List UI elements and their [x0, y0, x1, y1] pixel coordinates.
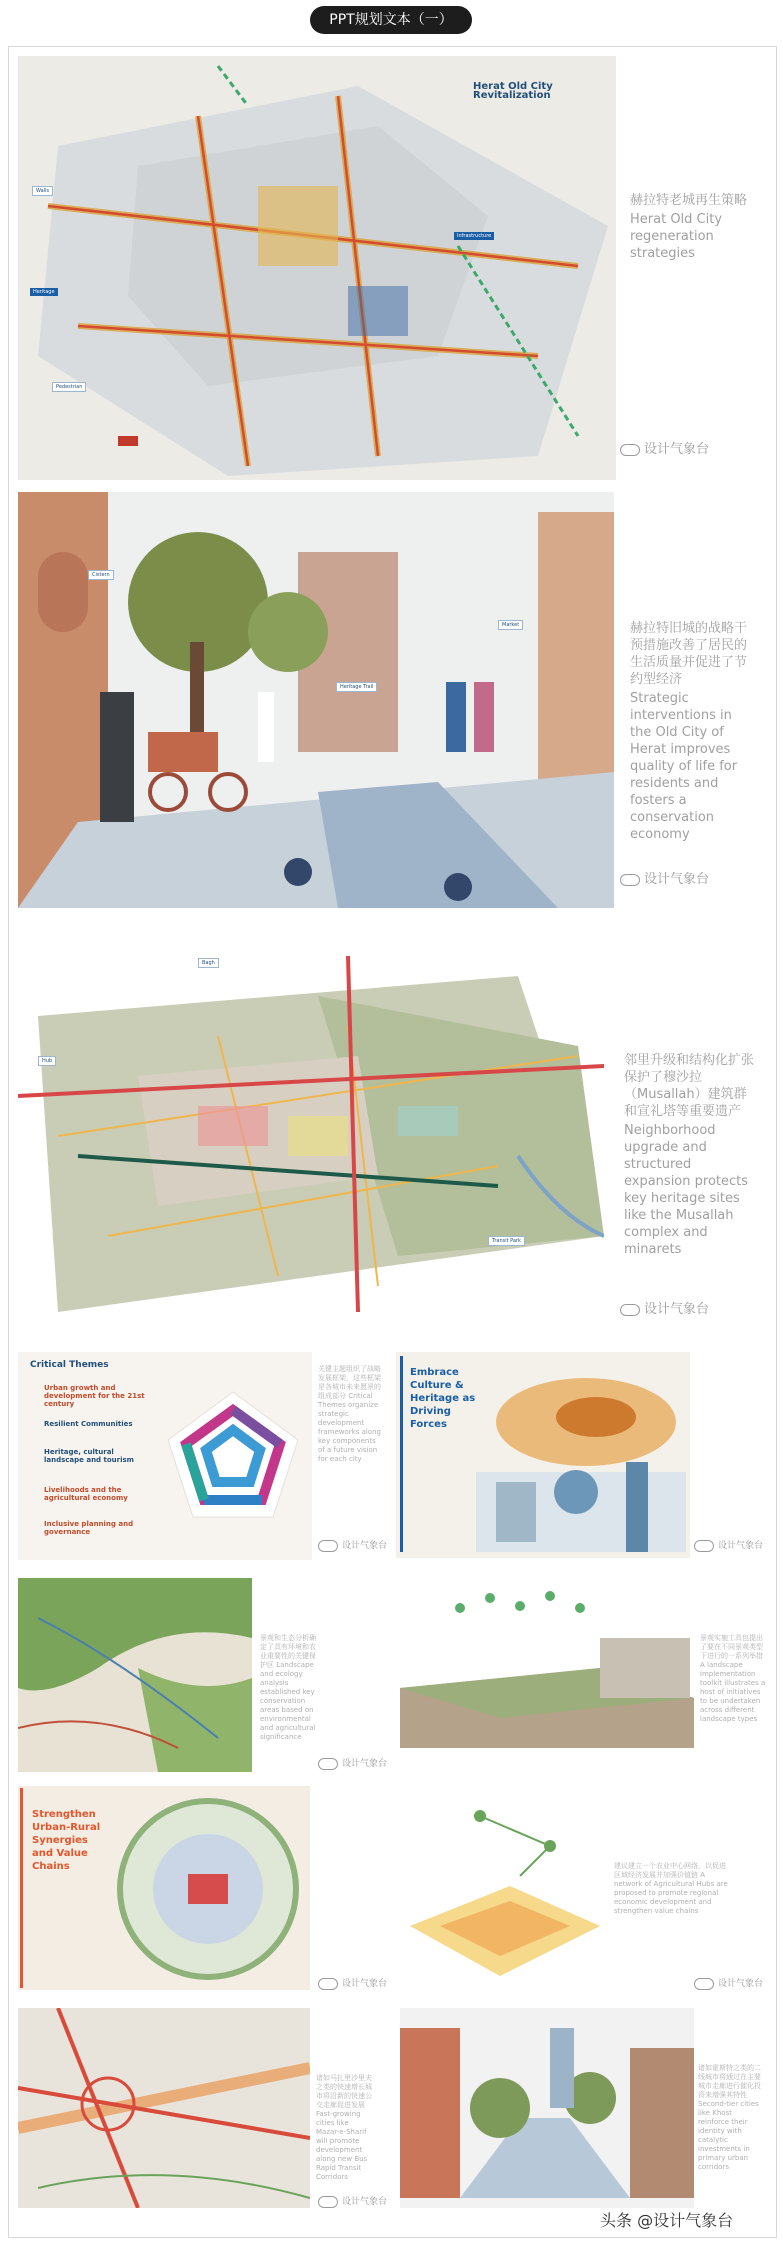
watermark-8: 设计气象台	[694, 1976, 763, 1990]
panel-strengthen	[18, 1786, 310, 1990]
watermark-2: 设计气象台	[620, 868, 709, 887]
theme-4: Livelihoods and the agricultural economy	[44, 1486, 128, 1502]
caption-landscape: 景观和生态分析确定了具有环境和农业重要性的关键保护区 Landscape and ecology analysis established key conservation areas based on environmental and agricultural significance	[260, 1634, 316, 1741]
panel-khost-street	[400, 2008, 694, 2208]
caption-implementation: 景观实施工具包提出了要在不同景观类型下进行的一系列举措 A landscape implementation toolkit illustrates a host of initiatives to be undertaken across different landscape types	[700, 1634, 766, 1723]
panel-mazar-corridors	[18, 2008, 310, 2208]
caption-agri: 建议建立一个农业中心网络，以促进区域经济发展并加强价值链 A network of Agricultural Hubs are proposed to promote regional economic development and strengthen value chains	[614, 1862, 728, 1915]
caption-street	[630, 620, 752, 843]
caption-aerial	[624, 1052, 754, 1258]
watermark-6: 设计气象台	[318, 1756, 387, 1770]
panel-street-perspective	[18, 492, 614, 908]
panel-landscape-analysis	[18, 1578, 252, 1772]
aerial-label-north: Bagh	[198, 958, 219, 968]
watermark-1: 设计气象台	[620, 438, 709, 457]
map-label-walls: Walls	[32, 186, 53, 196]
theme-2: Resilient Communities	[44, 1420, 133, 1428]
themes-pentagon	[158, 1382, 308, 1532]
strengthen-diagram	[108, 1794, 308, 1984]
theme-1: Urban growth and development for the 21st century	[44, 1384, 145, 1408]
mazar-corridors-map	[18, 2008, 310, 2208]
panel-implementation-toolkit	[400, 1578, 694, 1772]
agri-hubs-diagram	[400, 1786, 610, 1990]
caption-old-city	[630, 192, 750, 262]
embrace-title: Embrace Culture & Heritage as Driving Forces	[410, 1367, 476, 1430]
watermark-5: 设计气象台	[694, 1538, 763, 1552]
caption-aerial-en: Neighborhood upgrade and structured expansion protects key heritage sites like the Musallah complex and minarets	[624, 1123, 749, 1257]
caption-mazar: 诸如马扎里沙里夫之类的快速增长城市将沿新的快速公交走廊促进发展 Fast-growing cities like Mazar-e-Sharif will promote development along new Bus Rapid Transit Corridors	[316, 2074, 372, 2181]
critical-themes-title: Critical Themes	[30, 1360, 109, 1370]
map-label-pedestrian: Pedestrian	[52, 382, 86, 392]
panel-critical-themes	[18, 1352, 312, 1560]
aerial-corridors-image	[18, 936, 604, 1312]
toolkit-section-image	[400, 1578, 694, 1772]
watermark-7: 设计气象台	[318, 1976, 387, 1990]
landscape-map-image	[18, 1578, 252, 1772]
watermark-4: 设计气象台	[318, 1538, 387, 1552]
panel-old-city-map	[18, 56, 616, 480]
old-city-map-image	[18, 56, 616, 480]
aerial-label-transit: Transit Park	[488, 1236, 525, 1246]
panel-agri-hubs	[400, 1786, 610, 1990]
street-label-market: Market	[498, 620, 523, 630]
theme-3: Heritage, cultural landscape and tourism	[44, 1448, 134, 1464]
caption-critical: 关键主题组织了战略发展框架，这些框架是各城市未来愿景的组成部分 Critical Themes organize strategic development frameworks along key components of a future vision for each city	[318, 1365, 381, 1463]
caption-khost: 诸如霍斯特之类的二线城市将通过在主要城市走廊进行催化投资来增强其特性 Second-tier cities like Khost reinforce their identity with catalytic investments in primary urban corridors	[698, 2064, 761, 2171]
footer-watermark: 头条 @设计气象台	[600, 2211, 734, 2230]
watermark-9: 设计气象台	[318, 2194, 387, 2208]
caption-street-en: Strategic interventions in the Old City of Herat improves quality of life for residents and fosters a conservation economy	[630, 691, 738, 842]
map-heading: Herat Old City Revitalization	[473, 81, 553, 101]
caption-street-cn: 赫拉特旧城的战略干预措施改善了居民的生活质量并促进了节约型经济	[630, 621, 748, 687]
watermark-3: 设计气象台	[620, 1298, 709, 1317]
embrace-accent-bar	[400, 1356, 403, 1552]
caption-old-city-en: Herat Old City regeneration strategies	[630, 212, 723, 261]
caption-old-city-cn: 赫拉特老城再生策略	[630, 193, 748, 208]
khost-street-image	[400, 2008, 694, 2208]
aerial-label-heritage: Hub	[38, 1056, 56, 1066]
street-perspective-image	[18, 492, 614, 908]
map-label-heritage: Heritage	[30, 288, 58, 296]
page-title-pill: PPT规划文本（一）	[310, 6, 472, 34]
strengthen-title: Strengthen Urban-Rural Synergies and Value Chains	[32, 1809, 101, 1872]
theme-5: Inclusive planning and governance	[44, 1520, 134, 1536]
panel-aerial-corridors	[18, 936, 604, 1312]
caption-aerial-cn: 邻里升级和结构化扩张保护了穆沙拉（Musallah）建筑群和宣礼塔等重要遗产	[624, 1053, 755, 1119]
strengthen-accent-bar	[20, 1788, 23, 1988]
street-label-ghulam: Cistern	[88, 570, 114, 580]
panel-embrace-culture	[396, 1352, 690, 1558]
street-label-bikepath: Heritage Trail	[336, 682, 377, 692]
embrace-map-image	[476, 1362, 686, 1552]
map-label-infrastructure: Infrastructure	[454, 232, 494, 240]
